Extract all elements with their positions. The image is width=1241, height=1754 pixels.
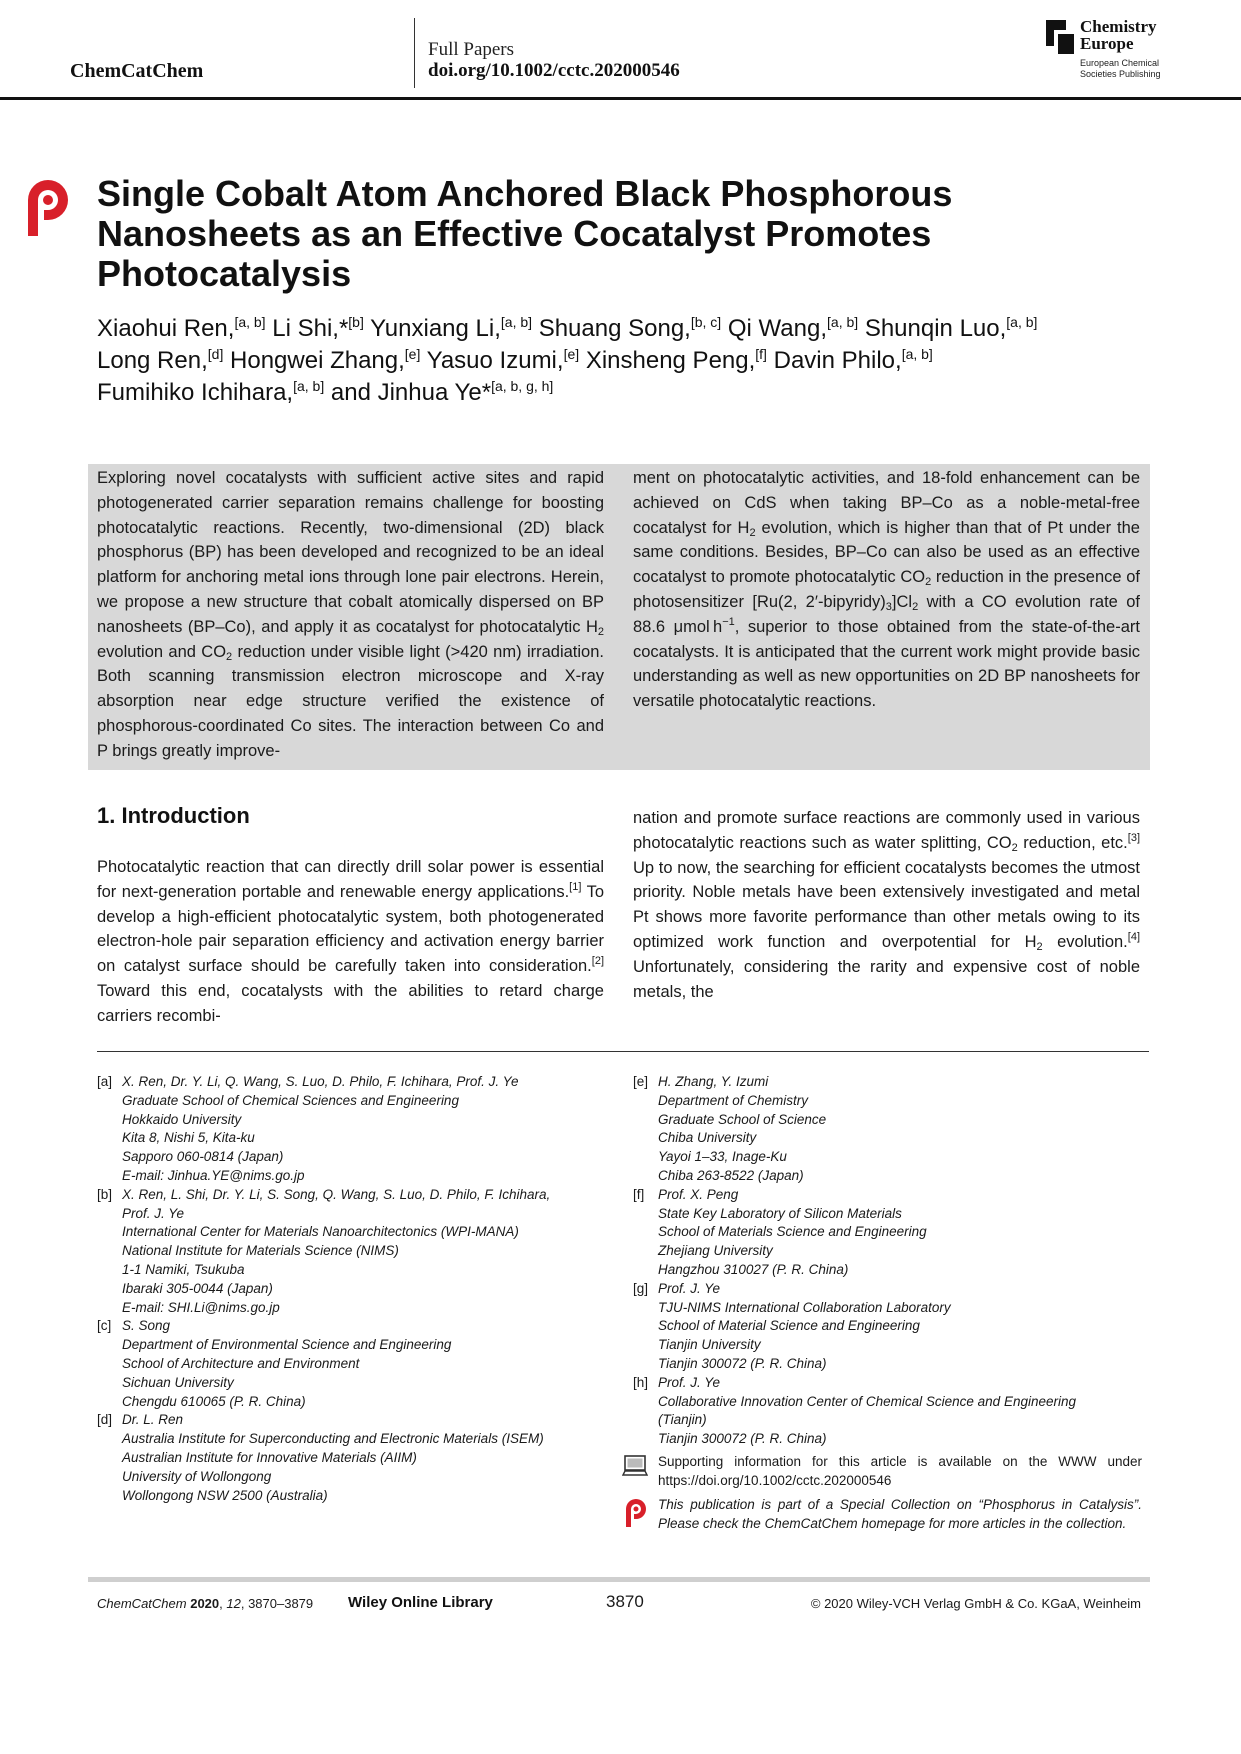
reference-link[interactable]: [4] bbox=[1127, 930, 1141, 943]
affiliation-line: X. Ren, Dr. Y. Li, Q. Wang, S. Luo, D. Philo, F. Ichihara, Prof. J. Ye bbox=[122, 1074, 519, 1089]
author-affiliation-marker: [e] bbox=[563, 346, 580, 362]
author-affiliation-marker: [d] bbox=[207, 346, 224, 362]
abstract-box bbox=[88, 464, 1150, 770]
author-name: Hongwei Zhang, bbox=[230, 347, 405, 374]
affiliation-line: School of Material Science and Engineering bbox=[658, 1318, 920, 1334]
affiliation-tag: [a] bbox=[97, 1074, 113, 1089]
author-name: Li Shi,* bbox=[272, 315, 349, 342]
affiliation-line[interactable]: E-mail: Jinhua.YE@nims.go.jp bbox=[122, 1167, 305, 1183]
author-list bbox=[97, 313, 1157, 409]
header-rule bbox=[0, 97, 1241, 100]
affiliation-tag: [b] bbox=[97, 1186, 113, 1202]
journal-name: ChemCatChem bbox=[70, 60, 204, 82]
doi-link[interactable]: doi.org/10.1002/cctc.202000546 bbox=[428, 60, 680, 81]
affiliation-line: Hangzhou 310027 (P. R. China) bbox=[658, 1261, 849, 1277]
affiliation-entry bbox=[633, 1073, 1143, 1186]
affiliation-line: International Center for Materials Nanoarchitectonics (WPI-MANA) bbox=[122, 1224, 519, 1240]
affiliation-line: Wollongong NSW 2500 (Australia) bbox=[122, 1487, 328, 1503]
affiliation-line: Tianjin 300072 (P. R. China) bbox=[658, 1355, 827, 1371]
affiliation-line: Yayoi 1–33, Inage-Ku bbox=[658, 1149, 787, 1165]
affiliation-line: Australian Institute for Innovative Materials (AIIM) bbox=[122, 1449, 417, 1465]
affiliation-tag: [h] bbox=[633, 1374, 649, 1390]
abstract-right-column: ment on photocatalytic activities, and 18-fold enhancement can be achieved on CdS when taking BP–Co as a noble-metal-free cocatalyst for $H_2$ evolution, which is higher than that of Pt under the same conditions. Besides, BP–Co can also be used as an effective cocatalyst to promote photocatalytic $CO_2$ reduction in the presence of photosensitizer [Ru(2, $2'-bipyridy)_3]Cl_2$ with a CO evolution rate of 88.6 μmol $h^{-1}$, superior to those obtained from the state-of-the-art cocatalysts. It is anticipated that the current work might provide basic understanding as well as new opportunities on 2D BP nanosheets for versatile photocatalytic reactions. bbox=[633, 469, 1141, 711]
author-name: Davin Philo, bbox=[773, 347, 902, 374]
phosphorus-collection-icon bbox=[622, 1498, 652, 1528]
special-collection-note bbox=[622, 1496, 1142, 1556]
affiliation-line: 1-1 Namiki, Tsukuba bbox=[122, 1261, 245, 1277]
affiliation-line: Sapporo 060-0814 (Japan) bbox=[122, 1149, 284, 1165]
affiliation-tag: [e] bbox=[633, 1074, 649, 1089]
reference-link[interactable]: [1] bbox=[569, 880, 582, 893]
author-name: Shunqin Luo, bbox=[864, 315, 1007, 342]
affiliation-line: Prof. J. Ye bbox=[122, 1205, 185, 1221]
affiliation-line: Department of Chemistry bbox=[658, 1092, 809, 1108]
affiliation-line: Collaborative Innovation Center of Chemical Science and Engineering bbox=[658, 1393, 1076, 1409]
affiliation-line: X. Ren, L. Shi, Dr. Y. Li, S. Song, Q. Wang, S. Luo, D. Philo, F. Ichihara, bbox=[122, 1186, 551, 1202]
publisher-logo bbox=[1046, 18, 1186, 82]
header-divider bbox=[414, 18, 415, 88]
affiliation-tag: [g] bbox=[633, 1280, 649, 1296]
affiliation-line[interactable]: E-mail: SHI.Li@nims.go.jp bbox=[122, 1299, 280, 1315]
affiliation-entry bbox=[633, 1186, 1143, 1280]
author-affiliation-marker: [b] bbox=[348, 314, 364, 330]
author-affiliation-marker: [a, b, g, h] bbox=[491, 378, 554, 394]
affiliation-entry bbox=[97, 1317, 597, 1411]
footnote-rule bbox=[97, 1051, 1149, 1052]
reference-link[interactable]: [2] bbox=[591, 955, 604, 968]
author-name: Yunxiang Li, bbox=[370, 315, 501, 342]
affiliation-line: TJU-NIMS International Collaboration Laboratory bbox=[658, 1299, 951, 1315]
author-affiliation-marker: [b, c] bbox=[690, 314, 722, 330]
abstract-left-column: Exploring novel cocatalysts with sufficient active sites and rapid photogenerated carrier separation remains challenge for boosting photocatalytic reactions. Recently, two-dimensional (2D) black phosphorus (BP) has been developed and recognized to be an ideal platform for anchoring metal ions through lone pair electrons. Herein, we propose a new structure that cobalt atomically dispersed on BP nanosheets (BP–Co), and apply it as cocatalyst for photocatalytic $H_2$ evolution and $CO_2$ reduction under visible light (>420 nm) irradiation. Both scanning transmission electron microscope and X-ray absorption near edge structure verified the existence of phosphorous-coordinated Co sites. The interaction between Co and P brings greatly improve- bbox=[97, 469, 604, 760]
chemistry-europe-icon bbox=[1046, 20, 1074, 54]
affiliation-line: Prof. J. Ye bbox=[658, 1374, 721, 1390]
affiliation-line: S. Song bbox=[122, 1318, 171, 1334]
copyright: © 2020 Wiley-VCH Verlag GmbH & Co. KGaA, Weinheim bbox=[810, 1596, 1141, 1611]
affiliation-line: Zhejiang University bbox=[658, 1243, 773, 1259]
author-name: Yasuo Izumi, bbox=[426, 347, 564, 374]
affiliation-line: Graduate School of Chemical Sciences and Engineering bbox=[122, 1092, 459, 1108]
footer-citation: ChemCatChem 2020, 12, 3870–3879 bbox=[97, 1596, 314, 1611]
affiliation-line: Chiba University bbox=[658, 1130, 757, 1146]
intro-left-column: Photocatalytic reaction that can directly drill solar power is essential for next-generation portable and renewable energy applications.[1] To develop a high-efficient photocatalytic system, both photogenerated electron-hole pair separation efficiency and activation energy barrier on catalyst surface should be carefully taken into consideration.[2] Toward this end, cocatalysts with the abilities to retard charge carriers recombi- bbox=[97, 858, 604, 1025]
affiliation-line: Australia Institute for Superconducting and Electronic Materials (ISEM) bbox=[122, 1431, 544, 1447]
affiliation-line: Department of Environmental Science and Engineering bbox=[122, 1337, 452, 1353]
footer-rule bbox=[88, 1577, 1150, 1582]
affiliation-entry bbox=[97, 1073, 597, 1186]
computer-icon bbox=[622, 1455, 648, 1477]
affiliation-line: Dr. L. Ren bbox=[122, 1412, 184, 1428]
affiliation-line: Chiba 263-8522 (Japan) bbox=[658, 1167, 804, 1183]
supporting-information-note bbox=[622, 1453, 1142, 1493]
affiliation-tag: [c] bbox=[97, 1318, 112, 1334]
affiliations-right bbox=[633, 1073, 1143, 1449]
author-name: and Jinhua Ye* bbox=[330, 379, 492, 406]
author-affiliation-marker: [a, b] bbox=[234, 314, 266, 330]
wiley-online-library-link[interactable]: Wiley Online Library bbox=[348, 1594, 493, 1611]
publisher-name: Chemistry Europe bbox=[1080, 17, 1157, 53]
author-affiliation-marker: [a, b] bbox=[293, 378, 325, 394]
affiliation-line: School of Architecture and Environment bbox=[122, 1355, 360, 1371]
affiliation-line: Prof. X. Peng bbox=[658, 1186, 739, 1202]
author-name: Qi Wang, bbox=[727, 315, 828, 342]
affiliation-line: Prof. J. Ye bbox=[658, 1280, 721, 1296]
affiliation-line: Chengdu 610065 (P. R. China) bbox=[122, 1393, 306, 1409]
affiliation-entry bbox=[633, 1374, 1143, 1449]
affiliation-line: University of Wollongong bbox=[122, 1468, 272, 1484]
affiliation-tag: [d] bbox=[97, 1412, 113, 1428]
article-title: Single Cobalt Atom Anchored Black Phosphorous Nanosheets as an Effective Cocatalyst Promotes Photocatalysis bbox=[97, 173, 953, 294]
intro-right-column: nation and promote surface reactions are commonly used in various photocatalytic reactions such as water splitting, $CO_2$ reduction, etc.[3] Up to now, the searching for efficient cocatalysts becomes the utmost priority. Noble metals have been extensively investigated and metal Pt shows more favorite performance than other metals owing to its optimized work function and overpotential for $H_2$ evolution.[4] Unfortunately, considering the rarity and expensive cost of noble metals, the bbox=[633, 809, 1141, 1001]
publisher-subtitle: European Chemical Societies Publishing bbox=[1080, 58, 1161, 79]
affiliation-line: Tianjin University bbox=[658, 1337, 761, 1353]
affiliations-left bbox=[97, 1073, 597, 1505]
page-number: 3870 bbox=[606, 1592, 644, 1611]
author-affiliation-marker: [a, b] bbox=[901, 346, 933, 362]
affiliation-line: Kita 8, Nishi 5, Kita-ku bbox=[122, 1130, 255, 1146]
affiliation-entry bbox=[97, 1411, 597, 1505]
affiliation-tag: [f] bbox=[633, 1186, 645, 1202]
author-affiliation-marker: [a, b] bbox=[827, 314, 859, 330]
affiliation-line: National Institute for Materials Science (NIMS) bbox=[122, 1243, 399, 1259]
supporting-information-text: Supporting information for this article is available on the WWW under https://doi.org/10.1002/cctc.202000546 bbox=[658, 1454, 1142, 1488]
affiliation-line: Ibaraki 305-0044 (Japan) bbox=[122, 1280, 273, 1296]
affiliation-line: Hokkaido University bbox=[122, 1111, 242, 1127]
affiliation-line: H. Zhang, Y. Izumi bbox=[658, 1074, 769, 1089]
section-heading-introduction: 1. Introduction bbox=[97, 803, 250, 828]
author-affiliation-marker: [a, b] bbox=[1006, 314, 1038, 330]
affiliation-entry bbox=[97, 1186, 597, 1318]
affiliation-line: Graduate School of Science bbox=[658, 1111, 827, 1127]
author-affiliation-marker: [a, b] bbox=[500, 314, 533, 330]
author-name: Xiaohui Ren, bbox=[97, 315, 235, 342]
author-name: Shuang Song, bbox=[538, 315, 691, 342]
affiliation-line: Sichuan University bbox=[122, 1374, 234, 1390]
affiliation-entry bbox=[633, 1280, 1143, 1374]
author-affiliation-marker: [e] bbox=[404, 346, 421, 362]
article-type: Full Papers bbox=[428, 39, 515, 60]
affiliation-line: Tianjin 300072 (P. R. China) bbox=[658, 1431, 827, 1447]
special-collection-text: This publication is part of a Special Collection on “Phosphorus in Catalysis”. Please check the ChemCatChem homepage for more articles in the collection. bbox=[658, 1497, 1142, 1531]
phosphorus-collection-icon bbox=[20, 178, 80, 238]
author-affiliation-marker: [f] bbox=[755, 346, 767, 362]
affiliation-line: (Tianjin) bbox=[658, 1412, 707, 1428]
author-name: Xinsheng Peng, bbox=[585, 347, 756, 374]
reference-link[interactable]: [3] bbox=[1127, 831, 1140, 844]
affiliation-line: School of Materials Science and Engineering bbox=[658, 1224, 927, 1240]
author-name: Long Ren, bbox=[97, 347, 208, 374]
author-name: Fumihiko Ichihara, bbox=[97, 379, 294, 406]
affiliation-line: State Key Laboratory of Silicon Materials bbox=[658, 1205, 902, 1221]
